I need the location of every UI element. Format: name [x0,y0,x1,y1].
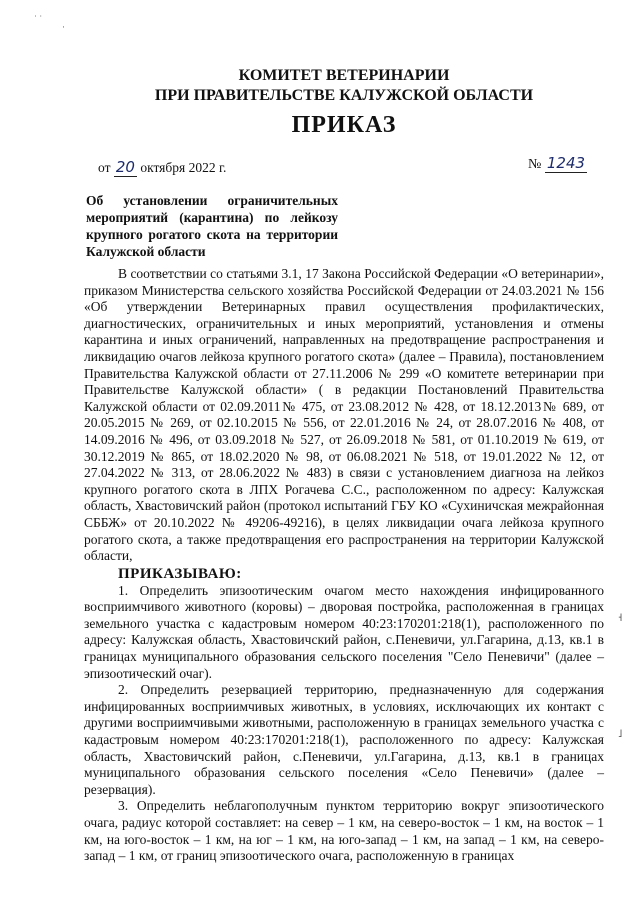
document-type-title: ПРИКАЗ [291,112,397,138]
margin-mark: ˧ [618,612,623,624]
scan-artifact: ˙ ˙ [34,14,43,24]
document-subject: Об установлении ограничительных мероприятий (карантина) по лейкозу крупного рогатого скота на территории Калужской области [86,193,338,259]
number-prefix: № [528,157,542,172]
committee-name-line2: ПРИ ПРАВИТЕЛЬСТВЕ КАЛУЖСКОЙ ОБЛАСТИ [154,87,534,104]
scan-artifact: · [62,22,65,32]
date-rest: октября 2022 г. [140,160,227,175]
date-prefix: от [98,160,111,175]
preamble-paragraph: В соответствии со статьями 3.1, 17 Закона Российской Федерации «О ветеринарии», приказом Министерства сельского хозяйства Российской Федерации от 24.03.2021 № 156 «Об утверждении Ветеринарных правил осуществления профилактических, диагностических, ограничительных и иных мероприятий, установления и отмены карантина и иных ограничений, направленных на предотвращение распространения и ликвидацию очагов лейкоза крупного рогатого скота» (далее – Правила), постановлением Правительства Калужской области от 27.11.2006 № 299 «О комитете ветеринарии при Правительстве Калужской области» ( в редакции Постановлений Правительства Калужской области от 02.09.2011№ 475, от 23.08.2012 № 428, от 18.12.2013№ 689, от 20.05.2015 № 269, от 02.10.2015 № 556, от 22.01.2016 № 24, от 28.07.2016 № 408, от 14.09.2016 № 496, от 03.09.2018 № 527, от 26.09.2018 № 581, от 01.10.2019 № 619, от 30.12.2019 № 865, от 18.02.2020 № 98, от 06.08.2021 № 518, от 19.01.2022 № 12, от 27.04.2022 № 313, от 28.06.2022 № 483) в связи с установлением диагноза на лейкоз крупного рогатого скота в ЛПХ Рогачева С.С., расположенном по адресу: Калужская область, Хвастовичский район (протокол испытаний ГБУ КО «Сухиничская межрайонная СББЖ» от 20.10.2022 № 49206-49216), в целях ликвидации очага лейкоза крупного рогатого скота, а также предотвращения его распространения на территории Калужской области, [84,266,604,564]
margin-mark: ˩ [618,728,623,740]
order-item-1: 1. Определить эпизоотическим очагом место нахождения инфицированного восприимчивого животного (коровы) – дворовая постройка, расположенная в границах земельного участка с кадастровым номером 40:23:170201:218(1), расположенного по адресу: Калужская область, Хвастовичский район, с.Пеневичи, ул.Гагарина, д.13, кв.1 в границах муниципального образования сельского поселения "Село Пеневичи" (далее – эпизоотический очаг). [84,582,604,681]
order-item-3: 3. Определить неблагополучным пунктом территорию вокруг эпизоотического очага, радиус которой составляет: на север – 1 км, на северо-восток – 1 км, на восток – 1 км, на юго-восток – 1 км, на юг – 1 км, на юго-запад – 1 км, на запад – 1 км, на северо-запад – 1 км, от границ эпизоотического очага, расположенную в границах [84,798,604,864]
order-keyword: ПРИКАЗЫВАЮ: [118,565,242,582]
order-item-2: 2. Определить резервацией территорию, предназначенную для содержания инфицированных восприимчивых животных, в условиях, исключающих их контакт с другими восприимчивыми животными, расположенную в границах земельного участка с кадастровым номером 40:23:170201:218(1), расположенного по адресу: Калужская область, Хвастовичский район, с.Пеневичи, ул.Гагарина, д.13, кв.1 в границах муниципального образования сельского поселения «Село Пеневичи» (далее – резервация). [84,682,604,797]
document-number [528,154,587,173]
document-body [84,266,604,865]
handwritten-date-day: 20 [115,158,135,176]
document-date [98,158,226,176]
handwritten-document-number: 1243 [546,154,586,172]
committee-name-line1: КОМИТЕТ ВЕТЕРИНАРИИ [238,67,450,84]
